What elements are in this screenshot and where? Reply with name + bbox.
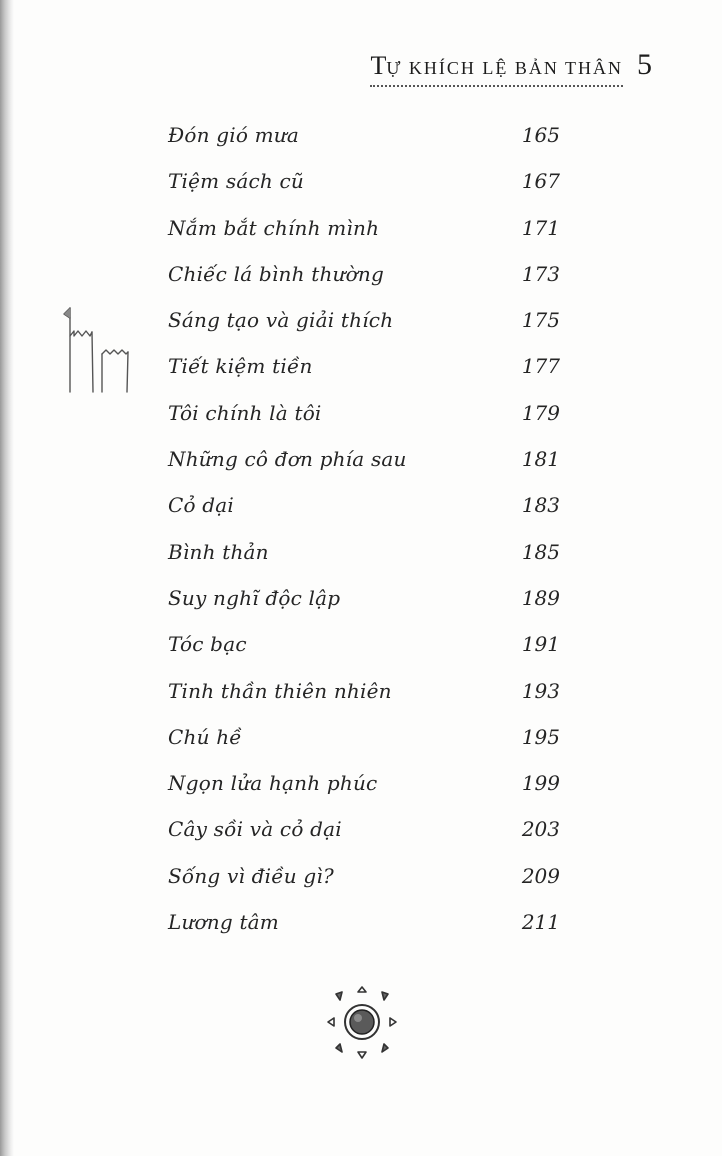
- toc-entry-title: Tiết kiệm tiền: [168, 354, 313, 379]
- toc-entry[interactable]: [168, 343, 560, 389]
- toc-entry-title: Tóc bạc: [168, 632, 247, 657]
- toc-entry[interactable]: [168, 806, 560, 852]
- toc-entry-page: 171: [521, 215, 560, 240]
- toc-entry-page: 203: [521, 817, 560, 842]
- chapter-number: 5: [637, 48, 652, 81]
- toc-entry-title: Cây sồi và cỏ dại: [168, 817, 342, 842]
- toc-entry-page: 191: [521, 632, 560, 657]
- toc-entry-title: Những cô đơn phía sau: [168, 447, 407, 472]
- toc-entry-page: 165: [521, 123, 560, 147]
- toc-entry[interactable]: [168, 621, 560, 667]
- toc-entry-title: Bình thản: [168, 539, 269, 564]
- toc-entry-page: 167: [521, 169, 560, 194]
- toc-entry[interactable]: [168, 297, 560, 343]
- toc-entry-page: 193: [521, 678, 560, 703]
- toc-entry[interactable]: [168, 575, 560, 621]
- toc-entry[interactable]: [168, 436, 560, 482]
- toc-entry[interactable]: [168, 714, 560, 760]
- toc-entry[interactable]: [168, 205, 560, 251]
- toc-entry-page: 173: [521, 261, 560, 286]
- toc-entry-title: Lương tâm: [168, 910, 279, 935]
- page-spine-shadow: [0, 0, 14, 1156]
- toc-entry-title: Nắm bắt chính mình: [168, 215, 380, 240]
- toc-entry[interactable]: [168, 529, 560, 575]
- sun-icon: [322, 982, 402, 1062]
- toc-entry[interactable]: [168, 112, 560, 158]
- toc-entry-title: Chiếc lá bình thường: [168, 261, 384, 286]
- toc-entry[interactable]: [168, 853, 560, 899]
- chapter-title: [370, 51, 623, 87]
- toc-entry[interactable]: [168, 760, 560, 806]
- toc-entry-page: 177: [521, 354, 560, 379]
- toc-entry-title: Tiệm sách cũ: [168, 169, 305, 194]
- toc-entry[interactable]: [168, 482, 560, 528]
- toc-entry-page: 179: [521, 400, 560, 425]
- toc-entry-page: 209: [521, 863, 560, 888]
- toc-entry-page: 199: [521, 771, 560, 796]
- toc-entry-title: Đón gió mưa: [168, 123, 299, 147]
- toc-entry-title: Sống vì điều gì?: [168, 863, 334, 888]
- toc-entry-page: 211: [521, 910, 560, 935]
- toc-entry-title: Chú hề: [168, 724, 242, 749]
- toc-entry-title: Suy nghĩ độc lập: [168, 585, 341, 610]
- toc-entry-page: 181: [521, 447, 560, 472]
- toc-entry-page: 175: [521, 308, 560, 333]
- toc-entry[interactable]: [168, 668, 560, 714]
- toc-entry-title: Tôi chính là tôi: [168, 400, 322, 425]
- castle-tower-icon: [60, 306, 134, 396]
- toc-entry[interactable]: [168, 899, 560, 945]
- toc-entry-title: Ngọn lửa hạnh phúc: [168, 771, 378, 796]
- toc-entry-page: 195: [521, 724, 560, 749]
- sun-core: [350, 1010, 374, 1034]
- chapter-title-initial: T: [370, 51, 387, 80]
- chapter-title-rest: Ự KHÍCH LỆ BẢN THÂN: [386, 58, 623, 78]
- toc-entry-page: 185: [521, 539, 560, 564]
- running-header: [370, 48, 652, 87]
- toc-entry[interactable]: [168, 158, 560, 204]
- toc-entry-page: 183: [521, 493, 560, 518]
- toc-entry-page: 189: [521, 585, 560, 610]
- toc-entry-title: Sáng tạo và giải thích: [168, 308, 394, 333]
- toc-entry[interactable]: [168, 390, 560, 436]
- table-of-contents: [168, 112, 560, 945]
- toc-entry-title: Cỏ dại: [168, 493, 235, 518]
- toc-entry[interactable]: [168, 251, 560, 297]
- toc-entry-title: Tinh thần thiên nhiên: [168, 678, 392, 703]
